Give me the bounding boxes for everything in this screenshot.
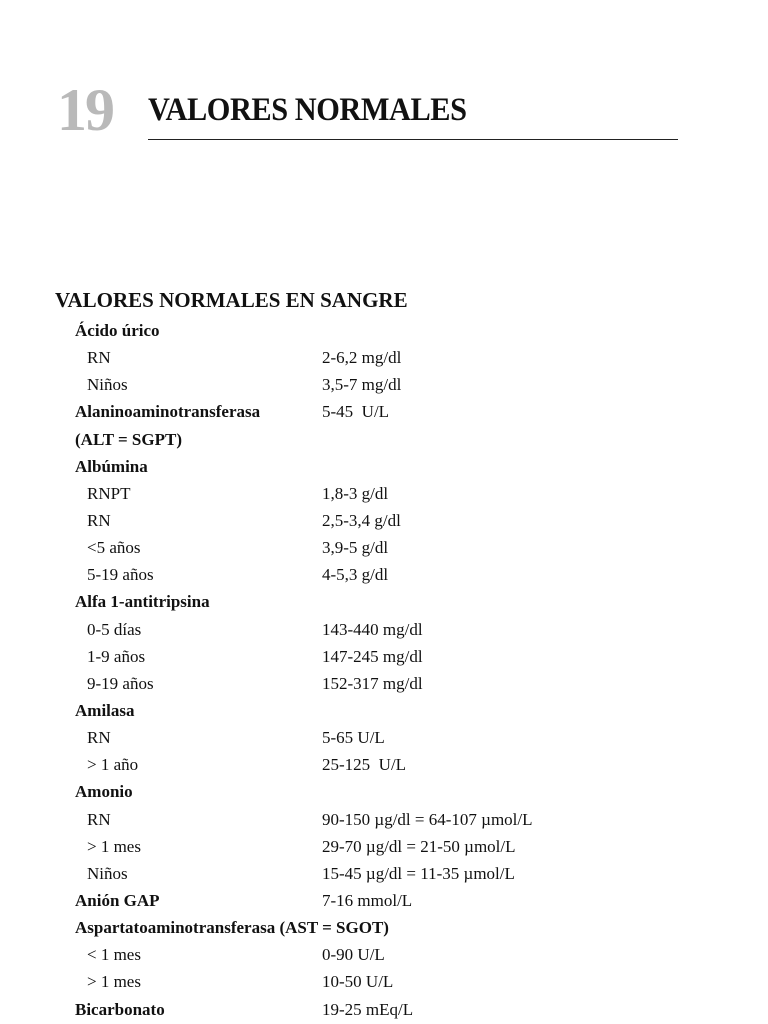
reference-value: 1,8-3 g/dl bbox=[322, 483, 389, 503]
subgroup-label: RN bbox=[87, 809, 111, 829]
analyte-row bbox=[0, 996, 768, 1023]
reference-value: 2,5-3,4 g/dl bbox=[322, 510, 401, 530]
chapter-title: VALORES NORMALES bbox=[148, 92, 467, 128]
subgroup-row bbox=[0, 534, 768, 561]
section-title: VALORES NORMALES EN SANGRE bbox=[55, 288, 408, 312]
subgroup-label: > 1 mes bbox=[87, 972, 141, 992]
reference-value: 7-16 mmol/L bbox=[322, 890, 413, 910]
subgroup-row bbox=[0, 860, 768, 887]
reference-value: 3,9-5 g/dl bbox=[322, 538, 389, 558]
subgroup-label: > 1 año bbox=[87, 755, 139, 775]
subgroup-row bbox=[0, 561, 768, 588]
subgroup-row bbox=[0, 371, 768, 398]
chapter-title-rule bbox=[148, 139, 678, 140]
subgroup-label: < 1 mes bbox=[87, 945, 141, 965]
reference-value: 3,5-7 mg/dl bbox=[322, 375, 402, 395]
analyte-row bbox=[0, 398, 768, 425]
subgroup-row bbox=[0, 670, 768, 697]
reference-value: 5-45 U/L bbox=[322, 402, 390, 422]
subgroup-label: 5-19 años bbox=[87, 565, 154, 585]
reference-value: 10-50 U/L bbox=[322, 972, 394, 992]
reference-value: 25-125 U/L bbox=[322, 755, 407, 775]
subgroup-label: Niños bbox=[87, 375, 128, 395]
analyte-name: Ácido úrico bbox=[75, 321, 160, 340]
analyte-name: Amilasa bbox=[75, 700, 135, 720]
subgroup-row bbox=[0, 806, 768, 833]
subgroup-row bbox=[0, 344, 768, 371]
subgroup-row bbox=[0, 751, 768, 778]
subgroup-row bbox=[0, 480, 768, 507]
subgroup-label: > 1 mes bbox=[87, 836, 141, 856]
analyte-row bbox=[0, 426, 768, 453]
subgroup-label: 0-5 días bbox=[87, 619, 142, 639]
subgroup-row bbox=[0, 968, 768, 995]
analyte-name: Aspartatoaminotransferasa (AST = SGOT) bbox=[75, 918, 389, 938]
analyte-name: Anión GAP bbox=[75, 890, 160, 910]
analyte-name: Albúmina bbox=[75, 456, 148, 476]
reference-value: 29-70 µg/dl = 21-50 µmol/L bbox=[322, 836, 516, 856]
reference-value: 90-150 µg/dl = 64-107 µmol/L bbox=[322, 809, 533, 829]
subgroup-label: RN bbox=[87, 728, 111, 748]
analyte-name: Alaninoaminotransferasa bbox=[75, 402, 261, 422]
subgroup-row bbox=[0, 643, 768, 670]
subgroup-row bbox=[0, 724, 768, 751]
subgroup-label: 1-9 años bbox=[87, 646, 146, 666]
reference-value: 152-317 mg/dl bbox=[322, 673, 423, 693]
reference-values-list bbox=[0, 317, 768, 1023]
subgroup-label: RN bbox=[87, 348, 111, 368]
chapter-number: 19 bbox=[57, 77, 113, 143]
reference-value: 15-45 µg/dl = 11-35 µmol/L bbox=[322, 863, 515, 883]
subgroup-label: 9-19 años bbox=[87, 673, 154, 693]
subgroup-row bbox=[0, 507, 768, 534]
reference-value: 2-6,2 mg/dl bbox=[322, 348, 402, 368]
analyte-row bbox=[0, 317, 768, 344]
analyte-row bbox=[0, 453, 768, 480]
reference-value: 0-90 U/L bbox=[322, 945, 385, 965]
subgroup-row bbox=[0, 616, 768, 643]
analyte-row bbox=[0, 914, 768, 941]
analyte-name: (ALT = SGPT) bbox=[75, 429, 182, 449]
subgroup-row bbox=[0, 833, 768, 860]
analyte-name: Alfa 1-antitripsina bbox=[75, 592, 210, 612]
analyte-row bbox=[0, 588, 768, 615]
subgroup-label: Niños bbox=[87, 863, 128, 883]
subgroup-label: <5 años bbox=[87, 538, 141, 558]
subgroup-label: RN bbox=[87, 510, 111, 530]
subgroup-row bbox=[0, 941, 768, 968]
reference-value: 19-25 mEq/L bbox=[322, 999, 414, 1019]
analyte-row bbox=[0, 887, 768, 914]
reference-value: 5-65 U/L bbox=[322, 728, 385, 748]
analyte-row bbox=[0, 778, 768, 805]
reference-value: 147-245 mg/dl bbox=[322, 646, 423, 666]
subgroup-label: RNPT bbox=[87, 483, 131, 503]
reference-value: 143-440 mg/dl bbox=[322, 619, 423, 639]
analyte-name: Bicarbonato bbox=[75, 999, 165, 1019]
analyte-name: Amonio bbox=[75, 782, 133, 802]
reference-value: 4-5,3 g/dl bbox=[322, 565, 389, 585]
analyte-row bbox=[0, 697, 768, 724]
